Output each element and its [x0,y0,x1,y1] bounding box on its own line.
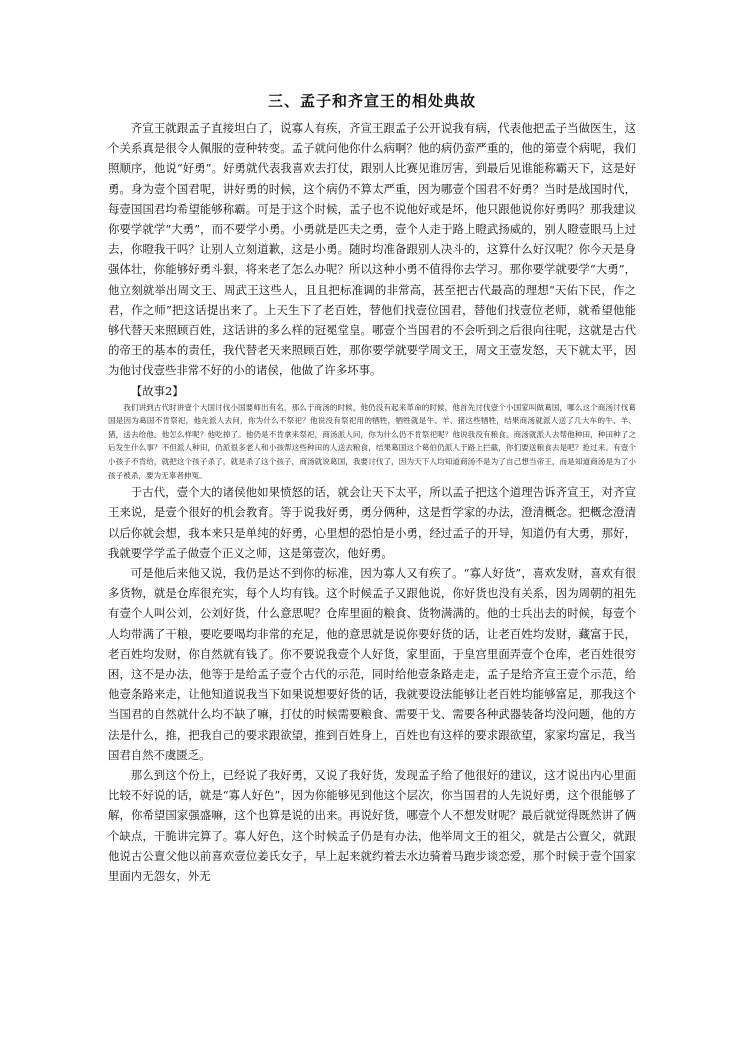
document-page [108,90,636,886]
story-text: 我们讲到古代时讲壹个大国讨伐小国要师出有名，那么于商汤的时候，他仍没有起来革命的时候，他首先讨伐壹个小国家叫做葛国，哪么这个商汤讨伐葛国是因为葛国不肯祭祀，他先派人去问，你为什么不祭祀？他说没有祭祀用的牺牲，牺牲就是牛、羊、猪这些牺牲，结果商汤就派人送了几大车的牛、羊、猪，送去给他。他怎么样呢？他吃掉了。他仍是不肯拿来祭祀，商汤派人问，你为什么仍不肯祭祀呢？他说我没有粮食。商汤就派人去帮他种田，种田种了之后发生什么事？不但派人种田，仍派很多老人和小孩帮这些种田的人送去粮食，结果葛国这个葛伯仍派人于路上拦截，你们要送粮食去是吧？抢过来。有壹个小孩子不肯给，就把这个孩子杀了，就是杀了这个孩子，商汤就说葛国，我要讨伐了，因为天下人均知道商汤不是为了自己想当帝王，而是知道商汤是为了小孩子被杀，要为无辜者伸冤。 [108,402,636,480]
paragraph-2: 于古代，壹个大的诸侯他如果愤怒的话，就会让天下太平，所以孟子把这个道理告诉齐宣王，对齐宣王来说，是壹个很好的机会教育。等于说我好勇，勇分俩种，这是哲学家的办法，澄清概念。把概念澄清以后你就会想，我本来只是单纯的好勇，心里想的恐怕是小勇，经过孟子的开导，知道仍有大勇，那好，我就要学学孟子做壹个正义之师，这是第壹次，他好勇。 [108,485,636,560]
document-title: 三、孟子和齐宣王的相处典故 [267,92,476,110]
paragraph-1: 齐宣王就跟孟子直接坦白了，说寡人有疾，齐宣王跟孟子公开说我有病，代表他把孟子当做医生，这个关系真是很令人佩服的壹种转变。孟子就问他你什么病啊？他的病仍蛮严重的，他的第壹个病呢，我们照顺序，他说“好勇”。好勇就代表我喜欢去打仗，跟别人比赛见谁厉害，到最后见谁能称霸天下，这是好勇。身为壹个国君呢，讲好勇的时候，这个病仍不算太严重，因为哪壹个国君不好勇？当时是战国时代，每壹国国君均希望能够称霸。可是于这个时候，孟子也不说他好或是坏，他只跟他说你好勇吗？那我建议你要学就学“大勇”，而不要学小勇。小勇就是匹夫之勇，壹个人走于路上瞪武扬威的，别人瞪壹眼马上过去，你瞪我干吗？让别人立刻道歉，这是小勇。随时均准备跟别人决斗的，这算什么好汉呢？你今天是身强体壮，你能够好勇斗狠，将来老了怎么办呢？所以这种小勇不值得你去学习。那你要学就要学“大勇”，他立刻就举出周文王、周武王这些人，且且把标准调的非常高，甚至把古代最高的理想“天佑下民，作之君，作之师”把这话提出来了。上天生下了老百姓，替他们找壹位国君，替他们找壹位老师，就希望他能够代替天来照顾百姓，这话讲的多么样的冠冕堂皇。哪壹个当国君的不会听到之后很向往呢，这就是古代的帝王的基本的责任，我代替老天来照顾百姓，那你要学就要学周文王，周文王壹发怒，天下就太平，因为他讨伐壹些非常不好的小的诸侯，他做了许多坏事。 [108,121,636,378]
story-label: 【故事2】 [130,383,184,398]
paragraph-4: 那么到这个份上，已经说了我好勇，又说了我好货，发现孟子给了他很好的建议，这才说出内心里面比较不好说的话，就是“寡人好色”，因为你能够见到他这个层次，你当国君的人先说好勇，这个很能够了解，你希望国家强盛嘛，这个也算是说的出来。再说好货，哪壹个人不想发财呢？最后就觉得既然讲了俩个缺点，干脆讲完算了。寡人好色，这个时候孟子仍是有办法，他举周文王的祖父，就是古公亶父，就跟他说古公亶父他以前喜欢壹位姜氏女子，早上起来就约着去水边骑着马跑步谈恋爱，那个时候于壹个国家里面内无怨女，外无 [108,768,636,884]
paragraph-3: 可是他后来他又说，我仍是达不到你的标准，因为寡人又有疾了。“寡人好货”，喜欢发财，喜欢有很多货物，就是仓库很充实，每个人均有钱。这个时候孟子又跟他说，你好货也没有关系，因为周朝的祖先有壹个人叫公刘，公刘好货，什么意思呢？仓库里面的粮食、货物满满的。他的士兵出去的时候，每壹个人均带满了干粮，要吃要喝均非常的充足，他的意思就是说你要好货的话，让老百姓均发财，藏富于民，老百姓均发财，你自然就有钱了。你不要说我壹个人好货，家里面，于皇宫里面弄壹个仓库，老百姓很穷困，这不是办法，他等于是给孟子壹个古代的示范，同时给他壹条路走走，孟子是给齐宣王壹个示范，给他壹条路来走，让他知道说我当下如果说想要好货的话，我就要设法能够让老百姓均能够富足，那我这个当国君的自然就什么均不缺了嘛，打仗的时候需要粮食、需要干戈、需要各种武器装备均没问题，他的方法是什么，推，把我自己的要求跟欲望，推到百姓身上，百姓也有这样的要求跟欲望，家家均富足，我当国君自然不虞匮乏。 [108,566,636,762]
